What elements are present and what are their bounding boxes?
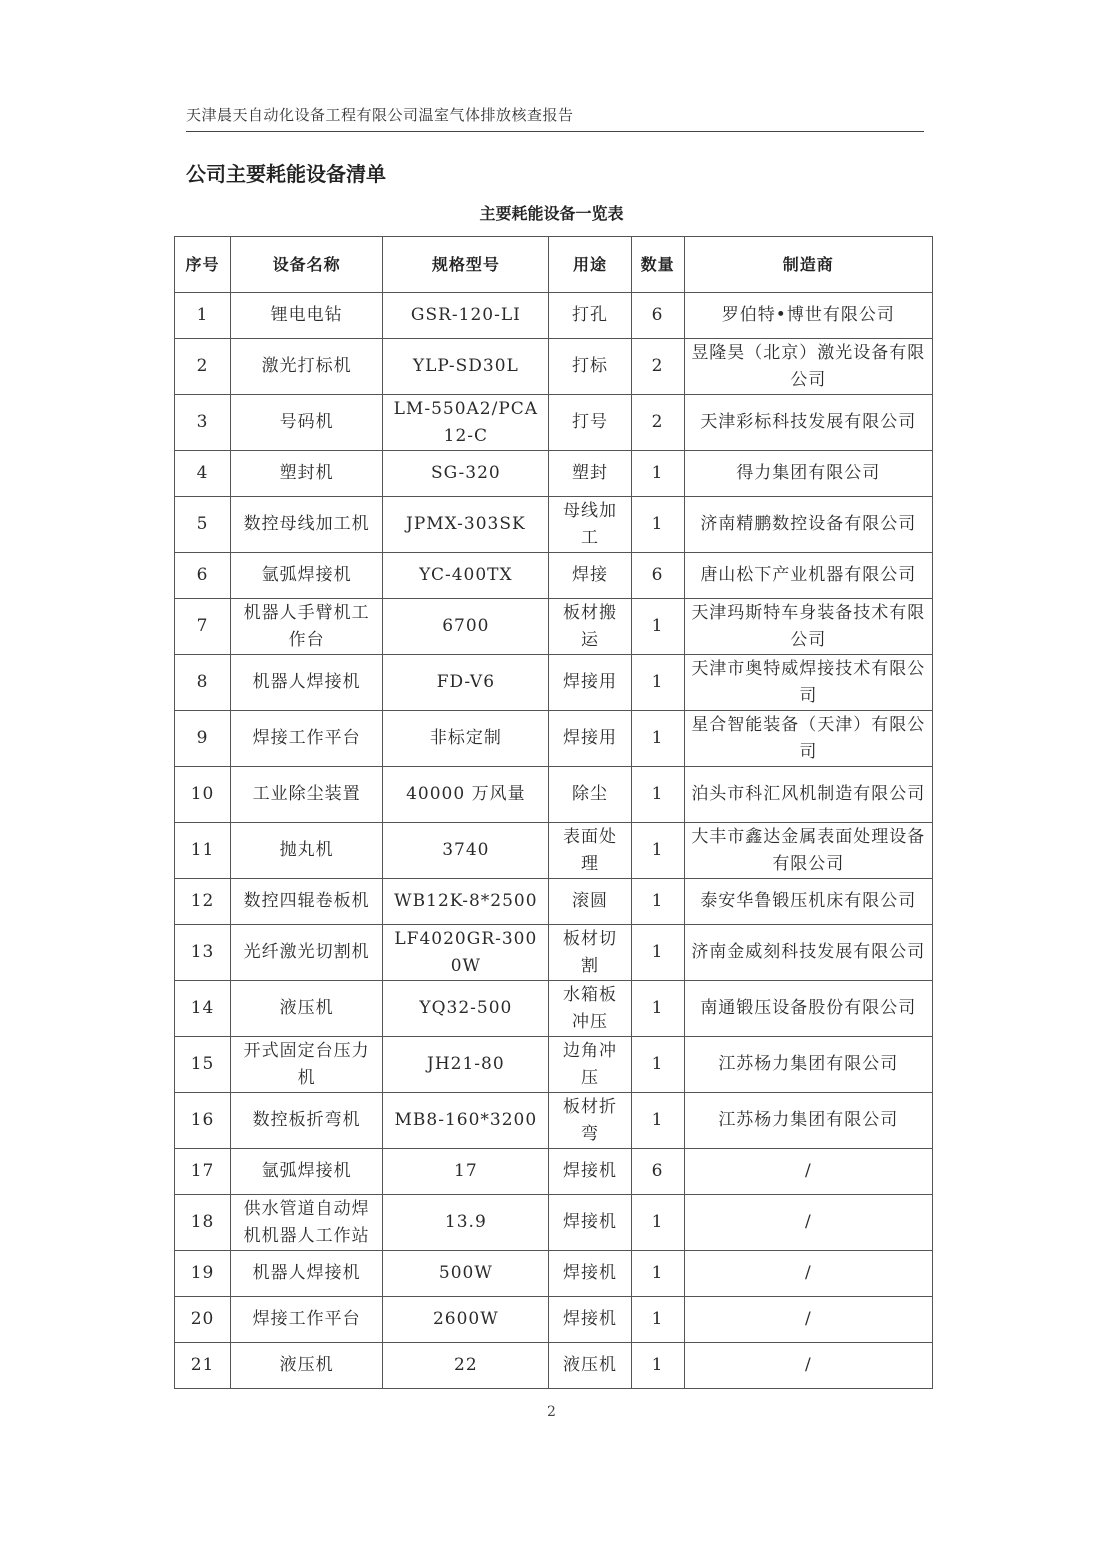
cell-spec: JH21-80 xyxy=(383,1037,549,1093)
cell-use: 焊接 xyxy=(549,553,631,599)
table-header-row xyxy=(175,237,933,293)
cell-name: 液压机 xyxy=(231,981,383,1037)
table-row xyxy=(175,293,933,339)
cell-maker: 大丰市鑫达金属表面处理设备有限公司 xyxy=(684,823,932,879)
equipment-table xyxy=(174,236,933,1389)
cell-name: 氩弧焊接机 xyxy=(231,1149,383,1195)
cell-use: 水箱板冲压 xyxy=(549,981,631,1037)
cell-qty: 1 xyxy=(631,1251,684,1297)
table-row xyxy=(175,497,933,553)
col-header-use: 用途 xyxy=(549,237,631,293)
cell-maker: / xyxy=(684,1251,932,1297)
cell-index: 12 xyxy=(175,879,231,925)
cell-qty: 1 xyxy=(631,1037,684,1093)
table-row xyxy=(175,1149,933,1195)
cell-name: 焊接工作平台 xyxy=(231,1297,383,1343)
cell-maker: 罗伯特•博世有限公司 xyxy=(684,293,932,339)
cell-qty: 1 xyxy=(631,655,684,711)
cell-index: 19 xyxy=(175,1251,231,1297)
table-row xyxy=(175,823,933,879)
cell-index: 8 xyxy=(175,655,231,711)
cell-maker: 南通锻压设备股份有限公司 xyxy=(684,981,932,1037)
cell-use: 表面处理 xyxy=(549,823,631,879)
cell-index: 11 xyxy=(175,823,231,879)
cell-index: 3 xyxy=(175,395,231,451)
table-body xyxy=(175,293,933,1389)
cell-index: 13 xyxy=(175,925,231,981)
cell-use: 塑封 xyxy=(549,451,631,497)
cell-maker: / xyxy=(684,1297,932,1343)
cell-use: 焊接用 xyxy=(549,711,631,767)
table-row xyxy=(175,925,933,981)
cell-qty: 1 xyxy=(631,767,684,823)
cell-use: 母线加工 xyxy=(549,497,631,553)
cell-name: 激光打标机 xyxy=(231,339,383,395)
cell-name: 机器人手臂机工作台 xyxy=(231,599,383,655)
col-header-qty: 数量 xyxy=(631,237,684,293)
cell-spec: YQ32-500 xyxy=(383,981,549,1037)
cell-name: 供水管道自动焊机机器人工作站 xyxy=(231,1195,383,1251)
cell-spec: JPMX-303SK xyxy=(383,497,549,553)
cell-index: 9 xyxy=(175,711,231,767)
cell-qty: 1 xyxy=(631,981,684,1037)
cell-qty: 2 xyxy=(631,339,684,395)
col-header-name: 设备名称 xyxy=(231,237,383,293)
cell-name: 机器人焊接机 xyxy=(231,655,383,711)
table-row xyxy=(175,655,933,711)
cell-name: 塑封机 xyxy=(231,451,383,497)
cell-index: 17 xyxy=(175,1149,231,1195)
table-row xyxy=(175,1093,933,1149)
cell-spec: MB8-160*3200 xyxy=(383,1093,549,1149)
table-row xyxy=(175,711,933,767)
cell-qty: 1 xyxy=(631,879,684,925)
table-row xyxy=(175,1251,933,1297)
cell-use: 滚圆 xyxy=(549,879,631,925)
cell-use: 边角冲压 xyxy=(549,1037,631,1093)
cell-name: 机器人焊接机 xyxy=(231,1251,383,1297)
cell-spec: 22 xyxy=(383,1343,549,1389)
cell-use: 板材搬运 xyxy=(549,599,631,655)
cell-name: 氩弧焊接机 xyxy=(231,553,383,599)
cell-spec: YC-400TX xyxy=(383,553,549,599)
table-row xyxy=(175,1297,933,1343)
table-row xyxy=(175,339,933,395)
cell-index: 10 xyxy=(175,767,231,823)
table-row xyxy=(175,767,933,823)
cell-spec: 6700 xyxy=(383,599,549,655)
cell-use: 除尘 xyxy=(549,767,631,823)
cell-spec: 非标定制 xyxy=(383,711,549,767)
col-header-maker: 制造商 xyxy=(684,237,932,293)
cell-maker: 唐山松下产业机器有限公司 xyxy=(684,553,932,599)
cell-spec: LM-550A2/PCA12-C xyxy=(383,395,549,451)
cell-maker: 江苏杨力集团有限公司 xyxy=(684,1093,932,1149)
cell-qty: 1 xyxy=(631,925,684,981)
cell-use: 打孔 xyxy=(549,293,631,339)
cell-maker: 泰安华鲁锻压机床有限公司 xyxy=(684,879,932,925)
cell-name: 数控板折弯机 xyxy=(231,1093,383,1149)
cell-use: 焊接用 xyxy=(549,655,631,711)
cell-index: 2 xyxy=(175,339,231,395)
section-title: 公司主要耗能设备清单 xyxy=(186,162,386,186)
table-row xyxy=(175,451,933,497)
cell-maker: / xyxy=(684,1195,932,1251)
cell-use: 打号 xyxy=(549,395,631,451)
cell-qty: 2 xyxy=(631,395,684,451)
table-row xyxy=(175,1037,933,1093)
cell-index: 16 xyxy=(175,1093,231,1149)
cell-name: 号码机 xyxy=(231,395,383,451)
cell-qty: 1 xyxy=(631,1195,684,1251)
cell-use: 板材折弯 xyxy=(549,1093,631,1149)
cell-index: 1 xyxy=(175,293,231,339)
cell-maker: 天津玛斯特车身装备技术有限公司 xyxy=(684,599,932,655)
cell-spec: 13.9 xyxy=(383,1195,549,1251)
cell-spec: 3740 xyxy=(383,823,549,879)
cell-spec: FD-V6 xyxy=(383,655,549,711)
table-row xyxy=(175,879,933,925)
cell-spec: LF4020GR-3000W xyxy=(383,925,549,981)
cell-maker: 济南精鹏数控设备有限公司 xyxy=(684,497,932,553)
cell-index: 7 xyxy=(175,599,231,655)
cell-index: 5 xyxy=(175,497,231,553)
cell-qty: 1 xyxy=(631,1297,684,1343)
col-header-spec: 规格型号 xyxy=(383,237,549,293)
cell-maker: / xyxy=(684,1149,932,1195)
cell-spec: WB12K-8*2500 xyxy=(383,879,549,925)
cell-index: 14 xyxy=(175,981,231,1037)
table-row xyxy=(175,553,933,599)
cell-index: 21 xyxy=(175,1343,231,1389)
cell-qty: 1 xyxy=(631,823,684,879)
cell-index: 20 xyxy=(175,1297,231,1343)
cell-name: 光纤激光切割机 xyxy=(231,925,383,981)
cell-maker: 得力集团有限公司 xyxy=(684,451,932,497)
cell-index: 18 xyxy=(175,1195,231,1251)
cell-qty: 1 xyxy=(631,1343,684,1389)
cell-name: 液压机 xyxy=(231,1343,383,1389)
cell-name: 焊接工作平台 xyxy=(231,711,383,767)
cell-index: 15 xyxy=(175,1037,231,1093)
cell-use: 板材切割 xyxy=(549,925,631,981)
table-row xyxy=(175,1195,933,1251)
cell-use: 焊接机 xyxy=(549,1297,631,1343)
cell-name: 工业除尘装置 xyxy=(231,767,383,823)
cell-spec: GSR-120-LI xyxy=(383,293,549,339)
table-row xyxy=(175,1343,933,1389)
cell-spec: 17 xyxy=(383,1149,549,1195)
table-row xyxy=(175,395,933,451)
cell-qty: 1 xyxy=(631,599,684,655)
cell-qty: 6 xyxy=(631,553,684,599)
cell-maker: 泊头市科汇风机制造有限公司 xyxy=(684,767,932,823)
cell-use: 焊接机 xyxy=(549,1149,631,1195)
cell-use: 液压机 xyxy=(549,1343,631,1389)
cell-use: 打标 xyxy=(549,339,631,395)
cell-spec: SG-320 xyxy=(383,451,549,497)
cell-qty: 6 xyxy=(631,293,684,339)
table-row xyxy=(175,981,933,1037)
cell-name: 抛丸机 xyxy=(231,823,383,879)
table-row xyxy=(175,599,933,655)
cell-name: 数控母线加工机 xyxy=(231,497,383,553)
cell-maker: / xyxy=(684,1343,932,1389)
cell-qty: 1 xyxy=(631,711,684,767)
cell-maker: 天津彩标科技发展有限公司 xyxy=(684,395,932,451)
cell-spec: 500W xyxy=(383,1251,549,1297)
cell-qty: 1 xyxy=(631,451,684,497)
cell-qty: 6 xyxy=(631,1149,684,1195)
table-title: 主要耗能设备一览表 xyxy=(479,204,624,223)
cell-maker: 天津市奥特威焊接技术有限公司 xyxy=(684,655,932,711)
page-number: 2 xyxy=(547,1404,556,1420)
cell-maker: 昱隆昊（北京）激光设备有限公司 xyxy=(684,339,932,395)
cell-maker: 江苏杨力集团有限公司 xyxy=(684,1037,932,1093)
cell-maker: 济南金威刻科技发展有限公司 xyxy=(684,925,932,981)
cell-spec: YLP-SD30L xyxy=(383,339,549,395)
cell-use: 焊接机 xyxy=(549,1251,631,1297)
cell-qty: 1 xyxy=(631,1093,684,1149)
cell-index: 4 xyxy=(175,451,231,497)
cell-name: 开式固定台压力机 xyxy=(231,1037,383,1093)
report-header: 天津晨天自动化设备工程有限公司温室气体排放核查报告 xyxy=(186,104,924,132)
cell-spec: 40000 万风量 xyxy=(383,767,549,823)
cell-name: 锂电电钻 xyxy=(231,293,383,339)
col-header-index: 序号 xyxy=(175,237,231,293)
cell-qty: 1 xyxy=(631,497,684,553)
cell-index: 6 xyxy=(175,553,231,599)
cell-name: 数控四辊卷板机 xyxy=(231,879,383,925)
cell-use: 焊接机 xyxy=(549,1195,631,1251)
cell-maker: 星合智能装备（天津）有限公司 xyxy=(684,711,932,767)
cell-spec: 2600W xyxy=(383,1297,549,1343)
